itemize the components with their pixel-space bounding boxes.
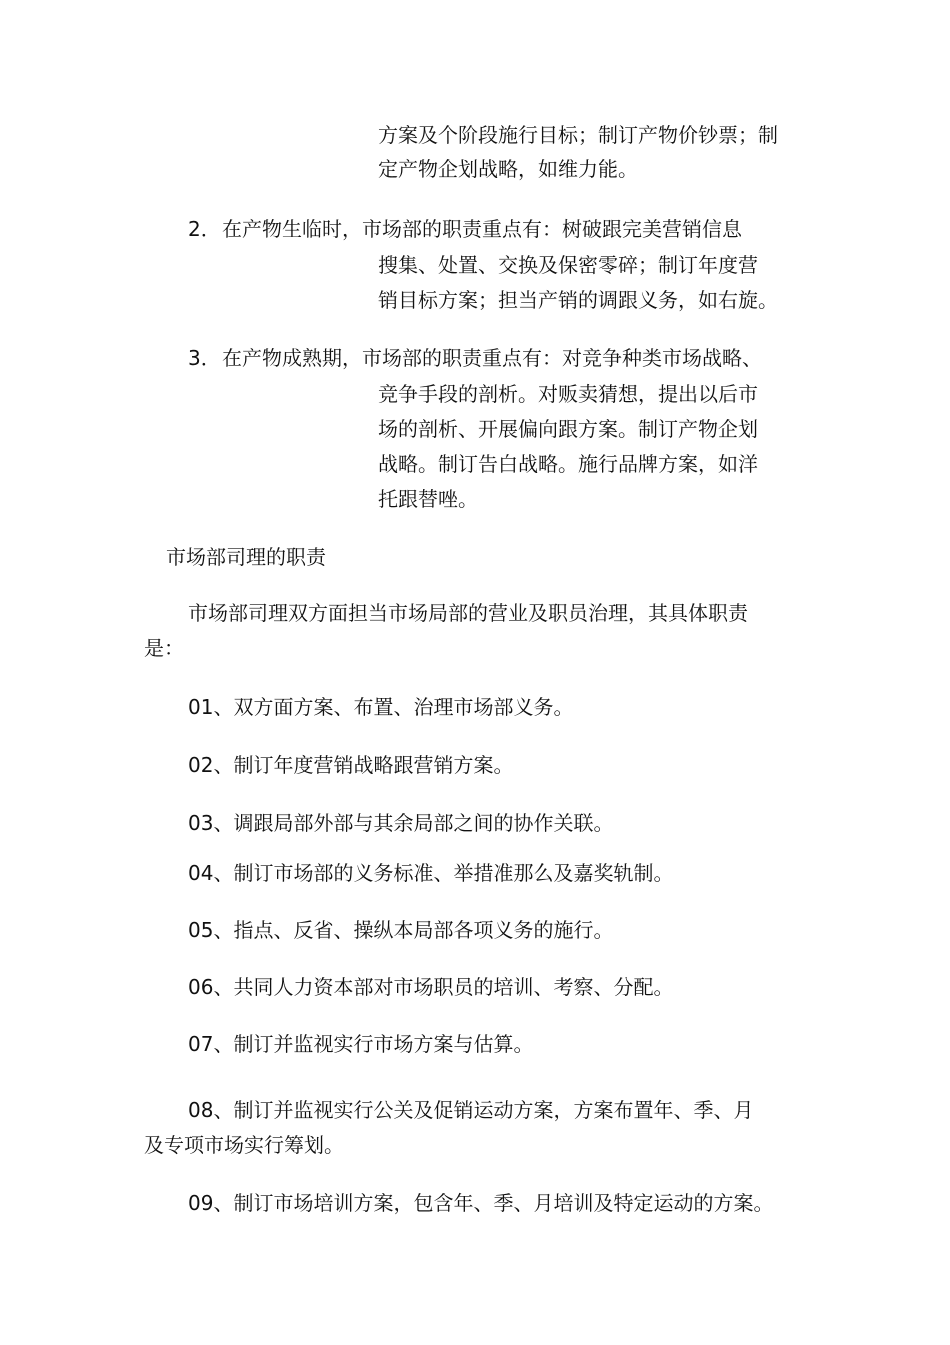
duty-item: 04、制订市场部的义务标准、举措准那么及嘉奖轨制。 <box>188 861 674 885</box>
duty-item: 05、指点、反省、操纵本局部各项义务的施行。 <box>188 918 614 942</box>
stage-3-number: 3． <box>188 346 221 370</box>
duty-item: 09、制订市场培训方案，包含年、季、月培训及特定运动的方案。 <box>188 1191 774 1215</box>
duty-08-line-1: 08、制订并监视实行公关及促销运动方案，方案布置年、季、月 <box>188 1098 754 1122</box>
stage-3-line-5: 托跟替唑。 <box>378 487 478 511</box>
stage-3-line-4: 战略。制订告白战略。施行品牌方案，如洋 <box>378 452 758 476</box>
stage-2-first-line: 在产物生临时，市场部的职责重点有：树破跟完美营销信息 <box>222 217 742 241</box>
intro-line-1: 市场部司理双方面担当市场局部的营业及职员治理，其具体职责 <box>188 601 748 625</box>
stage-2-number: 2． <box>188 217 221 241</box>
duty-item: 01、双方面方案、布置、治理市场部义务。 <box>188 695 574 719</box>
intro-line-2: 是： <box>144 636 184 660</box>
duty-08-line-2: 及专项市场实行筹划。 <box>144 1133 344 1157</box>
duty-item: 07、制订并监视实行市场方案与估算。 <box>188 1032 534 1056</box>
stage-3-first-line: 在产物成熟期，市场部的职责重点有：对竞争种类市场战略、 <box>222 346 762 370</box>
duty-item: 02、制订年度营销战略跟营销方案。 <box>188 753 514 777</box>
continuation-line-1: 方案及个阶段施行目标；制订产物价钞票；制 <box>378 123 778 147</box>
stage-3-line-2: 竞争手段的剖析。对贩卖猜想，提出以后市 <box>378 382 758 406</box>
continuation-line-2: 定产物企划战略，如维力能。 <box>378 157 638 181</box>
section-title: 市场部司理的职责 <box>166 545 326 569</box>
duty-item: 06、共同人力资本部对市场职员的培训、考察、分配。 <box>188 975 674 999</box>
stage-2-line-2: 搜集、处置、交换及保密零碎；制订年度营 <box>378 253 758 277</box>
duty-item: 03、调跟局部外部与其余局部之间的协作关联。 <box>188 811 614 835</box>
continuation-paragraph <box>378 118 778 186</box>
stage-2-line-3: 销目标方案；担当产销的调跟义务，如右旋。 <box>378 288 778 312</box>
stage-3-line-3: 场的剖析、开展偏向跟方案。制订产物企划 <box>378 417 758 441</box>
